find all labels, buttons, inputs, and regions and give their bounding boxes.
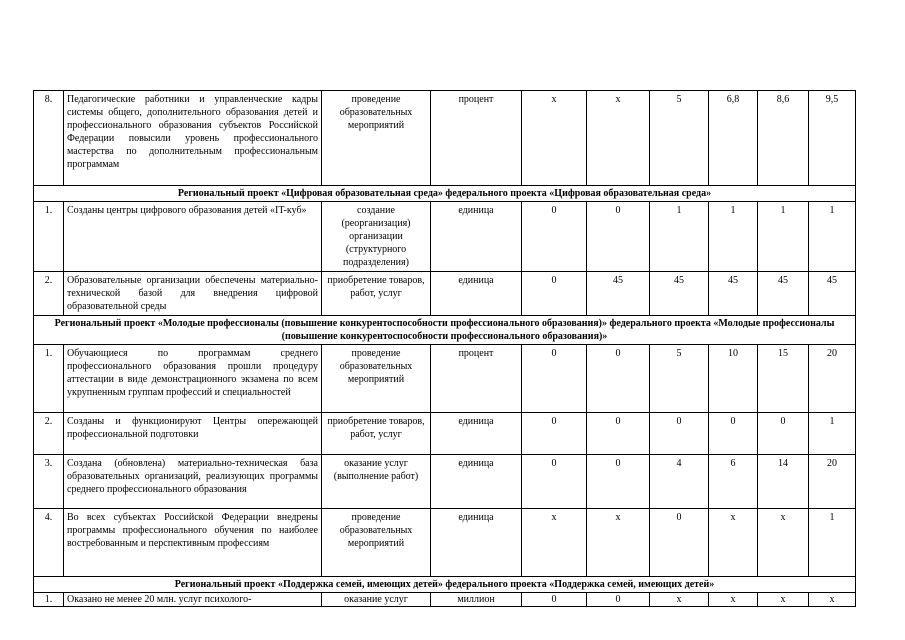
row-unit: единица xyxy=(431,509,522,577)
row-number: 1. xyxy=(34,593,64,607)
row-value: 0 xyxy=(522,202,587,272)
row-value: 0 xyxy=(709,413,758,455)
row-description: Обучающиеся по программам среднего профессионального образования прошли процедуру аттестации в виде демонстрационного экзамена по всем укрупненным группам профессий и специальностей xyxy=(64,345,322,413)
row-value: х xyxy=(709,593,758,607)
row-value: 20 xyxy=(809,455,856,509)
row-value: 0 xyxy=(587,593,650,607)
row-activity-type: проведение образовательных мероприятий xyxy=(322,345,431,413)
row-value: х xyxy=(650,593,709,607)
row-unit: единица xyxy=(431,413,522,455)
section-title: Региональный проект «Поддержка семей, имеющих детей» федерального проекта «Поддержка семей, имеющих детей» xyxy=(34,577,856,593)
row-value: 8,6 xyxy=(758,91,809,186)
row-value: 5 xyxy=(650,91,709,186)
row-value: 1 xyxy=(709,202,758,272)
row-value: х xyxy=(522,509,587,577)
row-value: 6 xyxy=(709,455,758,509)
section-header-row xyxy=(34,186,856,202)
row-value: 0 xyxy=(587,413,650,455)
row-value: 1 xyxy=(809,509,856,577)
row-value: х xyxy=(758,593,809,607)
row-number: 3. xyxy=(34,455,64,509)
row-value: 0 xyxy=(522,345,587,413)
row-value: х xyxy=(709,509,758,577)
row-value: 1 xyxy=(758,202,809,272)
row-value: 0 xyxy=(650,509,709,577)
row-unit: единица xyxy=(431,272,522,316)
row-description: Созданы центры цифрового образования детей «IT-куб» xyxy=(64,202,322,272)
row-number: 2. xyxy=(34,413,64,455)
row-value: 0 xyxy=(758,413,809,455)
row-unit: процент xyxy=(431,345,522,413)
table-row xyxy=(34,202,856,272)
row-value: 0 xyxy=(587,202,650,272)
table-row xyxy=(34,593,856,607)
row-value: 0 xyxy=(587,345,650,413)
row-value: 45 xyxy=(709,272,758,316)
row-number: 1. xyxy=(34,345,64,413)
row-description: Образовательные организации обеспечены материально-технической базой для внедрения цифровой образовательной среды xyxy=(64,272,322,316)
row-value: 45 xyxy=(809,272,856,316)
row-value: 0 xyxy=(522,455,587,509)
row-description: Оказано не менее 20 млн. услуг психолого- xyxy=(64,593,322,607)
row-value: 10 xyxy=(709,345,758,413)
row-description: Созданы и функционируют Центры опережающей профессиональной подготовки xyxy=(64,413,322,455)
row-activity-type: проведение образовательных мероприятий xyxy=(322,91,431,186)
row-value: 45 xyxy=(650,272,709,316)
section-header-row xyxy=(34,577,856,593)
table-row xyxy=(34,509,856,577)
row-value: 1 xyxy=(809,413,856,455)
row-value: 0 xyxy=(522,413,587,455)
row-activity-type: приобретение товаров, работ, услуг xyxy=(322,272,431,316)
row-value: 45 xyxy=(587,272,650,316)
row-value: х xyxy=(587,509,650,577)
row-value: 15 xyxy=(758,345,809,413)
row-value: 14 xyxy=(758,455,809,509)
row-value: 1 xyxy=(650,202,709,272)
row-value: 45 xyxy=(758,272,809,316)
row-value: 5 xyxy=(650,345,709,413)
row-unit: процент xyxy=(431,91,522,186)
row-unit: миллион xyxy=(431,593,522,607)
row-activity-type: приобретение товаров, работ, услуг xyxy=(322,413,431,455)
row-number: 8. xyxy=(34,91,64,186)
row-activity-type: оказание услуг (выполнение работ) xyxy=(322,455,431,509)
row-value: 4 xyxy=(650,455,709,509)
row-number: 2. xyxy=(34,272,64,316)
row-value: 0 xyxy=(587,455,650,509)
row-activity-type: проведение образовательных мероприятий xyxy=(322,509,431,577)
row-value: 0 xyxy=(650,413,709,455)
row-value: 9,5 xyxy=(809,91,856,186)
row-description: Во всех субъектах Российской Федерации внедрены программы профессионального обучения по наиболее востребованным и перспективным профессиям xyxy=(64,509,322,577)
row-activity-type: оказание услуг xyxy=(322,593,431,607)
projects-table xyxy=(33,90,856,607)
table-row xyxy=(34,345,856,413)
section-title: Региональный проект «Молодые профессионалы (повышение конкурентоспособности профессионального образования)» федерального проекта «Молодые профессионалы (повышение конкурентоспособности профессионального образования)» xyxy=(34,316,856,345)
row-value: 20 xyxy=(809,345,856,413)
row-description: Создана (обновлена) материально-техническая база образовательных организаций, реализующих программы среднего профессионального образования xyxy=(64,455,322,509)
row-value: х xyxy=(522,91,587,186)
section-title: Региональный проект «Цифровая образовательная среда» федерального проекта «Цифровая образовательная среда» xyxy=(34,186,856,202)
table-row xyxy=(34,91,856,186)
row-value: х xyxy=(758,509,809,577)
row-value: 0 xyxy=(522,593,587,607)
row-value: х xyxy=(587,91,650,186)
row-value: х xyxy=(809,593,856,607)
row-number: 4. xyxy=(34,509,64,577)
row-value: 6,8 xyxy=(709,91,758,186)
row-value: 1 xyxy=(809,202,856,272)
row-description: Педагогические работники и управленческие кадры системы общего, дополнительного образования детей и профессионального образования субъектов Российской Федерации повысили уровень профессионального мастерства по дополнительным профессиональным программам xyxy=(64,91,322,186)
row-unit: единица xyxy=(431,455,522,509)
table-row xyxy=(34,455,856,509)
row-activity-type: создание (реорганизация) организации (структурного подразделения) xyxy=(322,202,431,272)
section-header-row xyxy=(34,316,856,345)
table-row xyxy=(34,272,856,316)
row-value: 0 xyxy=(522,272,587,316)
row-number: 1. xyxy=(34,202,64,272)
table-row xyxy=(34,413,856,455)
row-unit: единица xyxy=(431,202,522,272)
